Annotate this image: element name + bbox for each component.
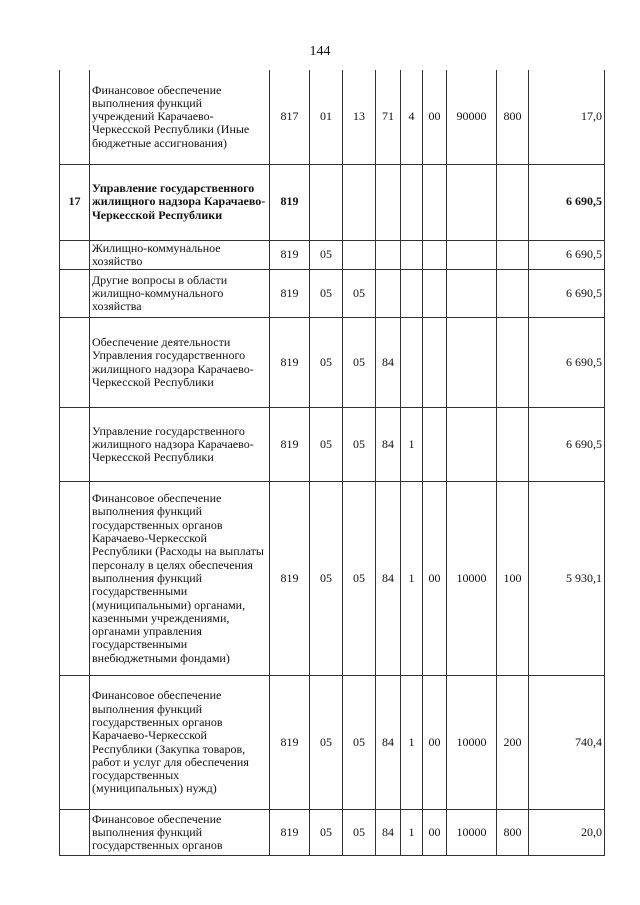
ministry-code: 817 <box>270 70 310 164</box>
program-code <box>376 240 401 270</box>
amount: 17,0 <box>529 70 605 164</box>
row-number <box>60 70 90 164</box>
table-row <box>60 318 605 408</box>
amount: 6 690,5 <box>529 164 605 240</box>
expense-type-code: 800 <box>497 70 529 164</box>
direction-code: 00 <box>423 676 447 810</box>
ministry-code: 819 <box>270 240 310 270</box>
direction-code <box>423 164 447 240</box>
subprogram-code <box>401 240 423 270</box>
expense-code: 90000 <box>447 70 497 164</box>
subprogram-code <box>401 318 423 408</box>
expense-code <box>447 270 497 318</box>
ministry-code: 819 <box>270 270 310 318</box>
table-row <box>60 482 605 676</box>
expense-type-code <box>497 408 529 482</box>
section-code <box>310 164 343 240</box>
amount: 6 690,5 <box>529 318 605 408</box>
subprogram-code: 4 <box>401 70 423 164</box>
subsection-code: 13 <box>343 70 376 164</box>
section-code: 05 <box>310 482 343 676</box>
item-name: Управление государственного жилищного надзора Карачаево-Черкесской Республики <box>90 164 270 240</box>
direction-code: 00 <box>423 482 447 676</box>
subprogram-code <box>401 164 423 240</box>
ministry-code: 819 <box>270 408 310 482</box>
direction-code <box>423 270 447 318</box>
amount: 740,4 <box>529 676 605 810</box>
subsection-code: 05 <box>343 270 376 318</box>
table-body <box>60 70 605 856</box>
budget-table <box>59 70 605 856</box>
subsection-code: 05 <box>343 318 376 408</box>
ministry-code: 819 <box>270 164 310 240</box>
expense-type-code <box>497 270 529 318</box>
ministry-code: 819 <box>270 318 310 408</box>
direction-code: 00 <box>423 70 447 164</box>
subprogram-code <box>401 270 423 318</box>
ministry-code: 819 <box>270 810 310 856</box>
item-name: Обеспечение деятельности Управления государственного жилищного надзора Карачаево-Черкесской Республики <box>90 318 270 408</box>
amount: 5 930,1 <box>529 482 605 676</box>
expense-code <box>447 240 497 270</box>
item-name: Другие вопросы в области жилищно-коммунального хозяйства <box>90 270 270 318</box>
expense-code: 10000 <box>447 676 497 810</box>
section-code: 05 <box>310 240 343 270</box>
direction-code <box>423 240 447 270</box>
section-code: 05 <box>310 270 343 318</box>
table-row <box>60 270 605 318</box>
subsection-code <box>343 240 376 270</box>
section-code: 05 <box>310 408 343 482</box>
amount: 6 690,5 <box>529 240 605 270</box>
amount: 6 690,5 <box>529 270 605 318</box>
table-row <box>60 164 605 240</box>
amount: 20,0 <box>529 810 605 856</box>
row-number <box>60 240 90 270</box>
program-code: 71 <box>376 70 401 164</box>
row-number <box>60 318 90 408</box>
row-number <box>60 810 90 856</box>
item-name: Финансовое обеспечение выполнения функций государственных органов <box>90 810 270 856</box>
direction-code: 00 <box>423 810 447 856</box>
section-code: 05 <box>310 676 343 810</box>
item-name: Жилищно-коммунальное хозяйство <box>90 240 270 270</box>
item-name: Финансовое обеспечение выполнения функций государственных органов Карачаево-Черкесской Республики (Расходы на выплаты персоналу в целях обеспечения выполнения функций государственными (муниципальными) органами, казенными учреждениями, органами управления государственными внебюджетными фондами) <box>90 482 270 676</box>
item-name: Финансовое обеспечение выполнения функций государственных органов Карачаево-Черкесской Республики (Закупка товаров, работ и услуг для обеспечения государственных (муниципальных) нужд) <box>90 676 270 810</box>
table-row <box>60 70 605 164</box>
item-name: Управление государственного жилищного надзора Карачаево-Черкесской Республики <box>90 408 270 482</box>
subsection-code: 05 <box>343 676 376 810</box>
expense-code <box>447 318 497 408</box>
page-number: 144 <box>309 44 331 59</box>
section-code: 05 <box>310 318 343 408</box>
subprogram-code: 1 <box>401 408 423 482</box>
expense-type-code <box>497 240 529 270</box>
subsection-code: 05 <box>343 482 376 676</box>
expense-type-code: 200 <box>497 676 529 810</box>
item-name: Финансовое обеспечение выполнения функций учреждений Карачаево-Черкесской Республики (Иные бюджетные ассигнования) <box>90 70 270 164</box>
program-code <box>376 270 401 318</box>
subsection-code: 05 <box>343 408 376 482</box>
table-row <box>60 408 605 482</box>
expense-type-code: 100 <box>497 482 529 676</box>
direction-code <box>423 318 447 408</box>
row-number <box>60 676 90 810</box>
expense-code <box>447 164 497 240</box>
expense-type-code <box>497 164 529 240</box>
direction-code <box>423 408 447 482</box>
section-code: 01 <box>310 70 343 164</box>
expense-code <box>447 408 497 482</box>
ministry-code: 819 <box>270 676 310 810</box>
expense-type-code <box>497 318 529 408</box>
program-code: 84 <box>376 676 401 810</box>
row-number: 17 <box>60 164 90 240</box>
subprogram-code: 1 <box>401 482 423 676</box>
subprogram-code: 1 <box>401 810 423 856</box>
subsection-code: 05 <box>343 810 376 856</box>
program-code: 84 <box>376 408 401 482</box>
expense-code: 10000 <box>447 810 497 856</box>
program-code <box>376 164 401 240</box>
subprogram-code: 1 <box>401 676 423 810</box>
table-row <box>60 240 605 270</box>
subsection-code <box>343 164 376 240</box>
section-code: 05 <box>310 810 343 856</box>
table-row <box>60 676 605 810</box>
program-code: 84 <box>376 318 401 408</box>
program-code: 84 <box>376 482 401 676</box>
expense-type-code: 800 <box>497 810 529 856</box>
row-number <box>60 482 90 676</box>
amount: 6 690,5 <box>529 408 605 482</box>
row-number <box>60 270 90 318</box>
row-number <box>60 408 90 482</box>
program-code: 84 <box>376 810 401 856</box>
expense-code: 10000 <box>447 482 497 676</box>
table-row <box>60 810 605 856</box>
ministry-code: 819 <box>270 482 310 676</box>
